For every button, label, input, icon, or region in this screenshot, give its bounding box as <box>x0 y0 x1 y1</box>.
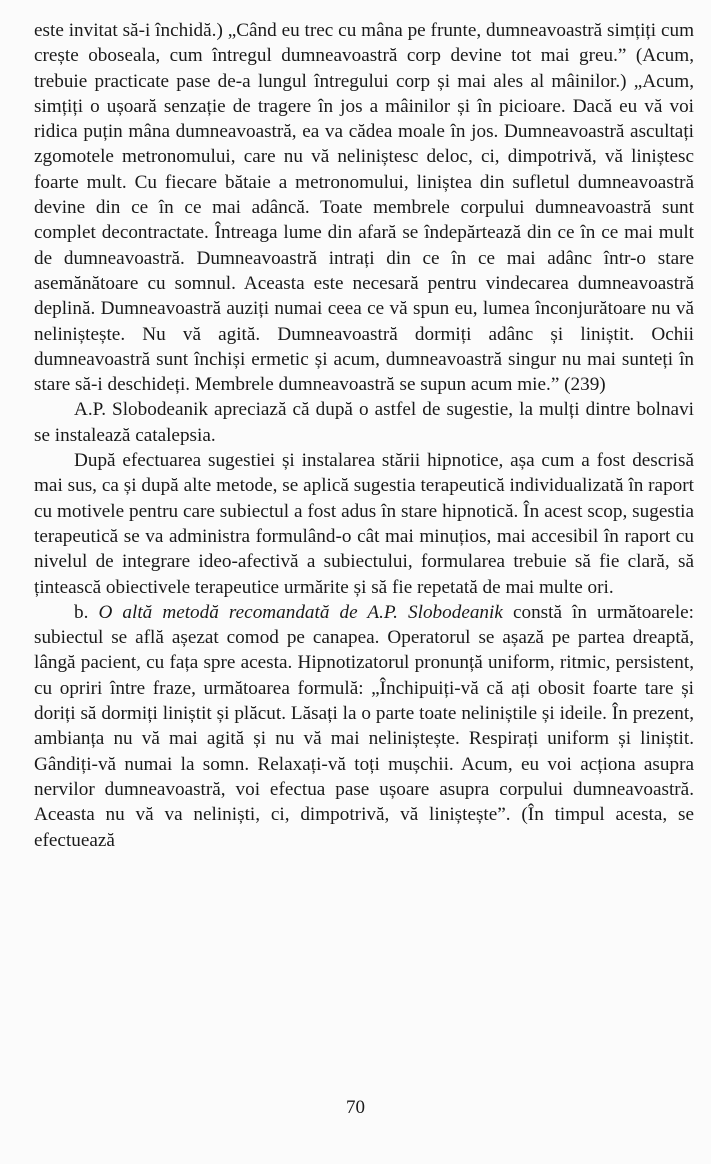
paragraph-3-text: După efectuarea sugestiei și instalarea stării hipnotice, așa cum a fost descrisă mai sus, ca și după alte metode, se aplică sugestia terapeutică individualizată în raport cu motivele pentru care subiectul a fost adus în stare hipnotică. În acest scop, sugestia terapeutică se va administra formulând-o cât mai minuțios, mai accesibil în raport cu nivelul de integrare ideo-afectivă a subiectului, formularea trebuie să fie clară, să țintească obiectivele terapeutice urmărite și să fie repetată de mai multe ori. <box>34 450 694 598</box>
paragraph-2 <box>34 397 694 448</box>
paragraph-4-italic-title: O altă metodă recomandată de A.P. Slobodeanik <box>98 601 503 623</box>
page-number: 70 <box>346 1097 365 1118</box>
paragraph-4 <box>34 600 694 853</box>
paragraph-1 <box>34 18 694 397</box>
paragraph-2-text: A.P. Slobodeanik apreciază că după o astfel de sugestie, la mulți dintre bolnavi se instalează catalepsia. <box>34 399 694 446</box>
paragraph-1-text: este invitat să-i închidă.) „Când eu trec cu mâna pe frunte, dumneavoastră simțiți cum crește oboseala, cum întregul dumneavoastră corp devine tot mai greu.” (Acum, trebuie practicate pase de-a lungul întregului corp și mai ales al mâinilor.) „Acum, simțiți o ușoară senzație de tragere în jos a mâinilor și în picioare. Dacă eu vă voi ridica puțin mâna dumneavoastră, ea va cădea moale în jos. Dumneavoastră ascultați zgomotele metronomului, care nu vă neliniștesc deloc, ci, dimpotrivă, vă liniștesc foarte mult. Cu fiecare bătaie a metronomului, liniștea din sufletul dumneavoastră devine din ce în ce mai adâncă. Toate membrele corpului dumneavoastră sunt complet decontractate. Întreaga lume din afară se îndepărtează din ce în ce mai mult de dumneavoastră. Dumneavoastră intrați din ce în ce mai adânc într-o stare asemănătoare cu somnul. Aceasta este necesară pentru vindecarea dumneavoastră deplină. Dumneavoastră auziți numai ceea ce vă spun eu, lumea înconjurătoare nu vă neliniștește. Nu vă agită. Dumneavoastră dormiți adânc și liniștit. Ochii dumneavoastră sunt închiși ermetic și acum, dumneavoastră singur nu mai sunteți în stare să-i deschideți. Membrele dumneavoastră se supun acum mie.” (239) <box>34 20 694 396</box>
paragraph-4-label: b. <box>74 601 99 623</box>
paragraph-4-text: constă în următoarele: subiectul se află așezat comod pe canapea. Operatorul se așază pe partea dreaptă, lângă pacient, cu fața spre acesta. Hipnotizatorul pronunță uniform, ritmic, persistent, cu opriri între fraze, următoarea formulă: „Închipuiți-vă că ați obosit foarte tare și doriți să dormiți liniștit și plăcut. Lăsați la o parte toate neliniștile și ideile. În prezent, ambianța nu vă mai agită și nu vă mai neliniștește. Respirați uniform și liniștit. Gândiți-vă numai la somn. Relaxați-vă toți mușchii. Acum, eu voi acționa asupra nervilor dumneavoastră, voi efectua pase ușoare asupra corpului dumneavoastră. Aceasta nu vă va neliniști, ci, dimpotrivă, vă liniștește”. (În timpul acesta, se efectuează <box>34 601 695 851</box>
paragraph-3 <box>34 448 694 600</box>
body-text <box>34 18 694 853</box>
